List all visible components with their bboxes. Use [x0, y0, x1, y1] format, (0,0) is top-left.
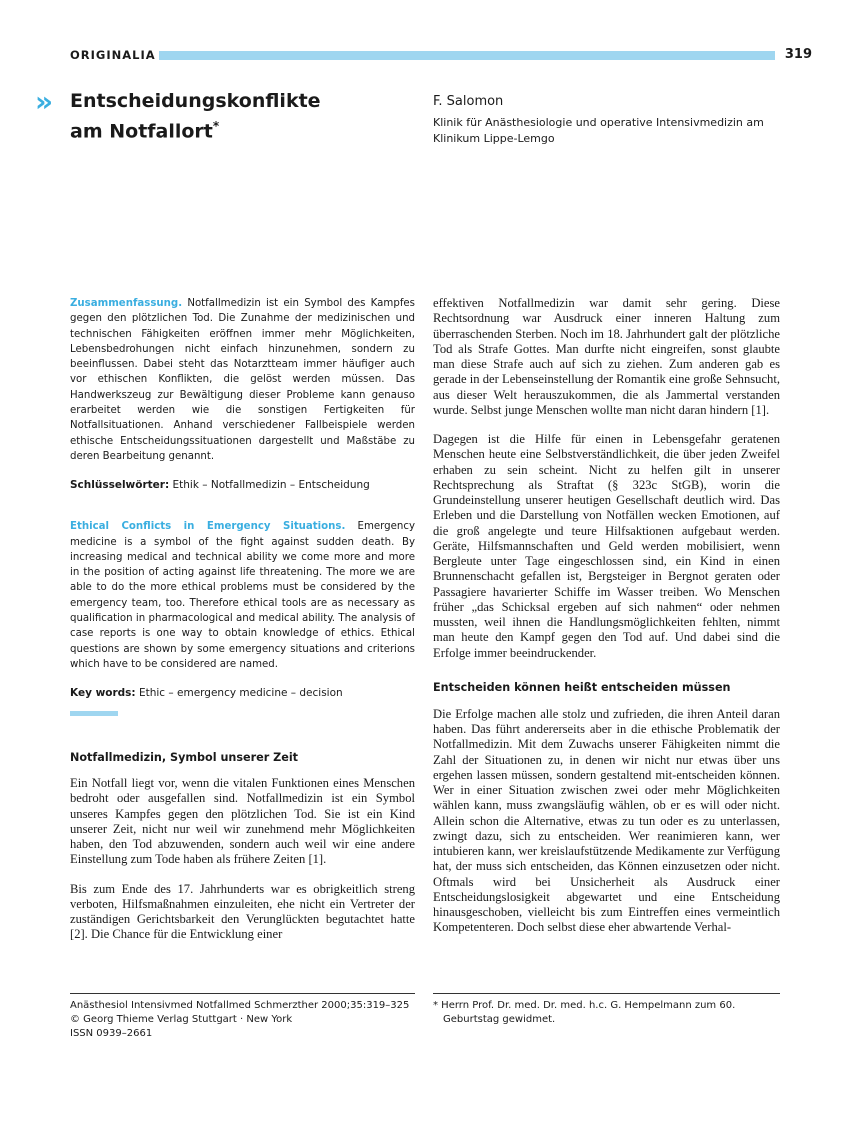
author-affiliation: Klinik für Anästhesiologie und operative Intensivmedizin am Klinikum Lippe-Lemgo: [433, 116, 764, 145]
page-number: 319: [784, 47, 812, 62]
body-paragraph-1: Ein Notfall liegt vor, wenn die vitalen Funktionen eines Menschen bedroht oder ausgefallen sind. Notfallmedizin ist ein Symbol unseres Kampfes gegen den plötzlichen Tod. Sie ist ein Kind unserer Zeit, nicht nur weil wir zunehmend mehr Möglichkeiten haben, den Tod abzuwenden, sondern auch weil wir eine andere Einstellung zum Tode haben als frühere Zeiten [1].: [70, 776, 415, 867]
body-paragraph-3: effektiven Notfallmedizin war damit sehr gering. Diese Rechtsordnung war Ausdruck einer inneren Haltung zum überraschenden Sterben. Noch im 18. Jahrhundert galt der plötzliche Tod als Strafe Gottes. Man durfte nicht eingreifen, sonst glaubte man diese Strafe auch auf sich zu ziehen. Zum anderen gab es gerade in der Lebenseinstellung der Romantik eine große Sehnsucht, aus dieser Welt herauszukommen, die als Jammertal verstanden wurde. Selbst junge Menschen wollte man nicht daran hindern [1].: [433, 296, 780, 417]
keywords-german: [70, 479, 415, 491]
article-title: [70, 89, 410, 144]
left-column: [70, 296, 415, 943]
body-paragraph-4: Dagegen ist die Hilfe für einen in Lebensgefahr geratenen Menschen heute eine Selbstverständlichkeit, die über jeden Zweifel erhaben zu sein scheint. Nicht zu helfen gilt in unserer Rechtsprechung als Straftat (§ 323c StGB), worin die Grundeinstellung unserer heutigen Gesellschaft deutlich wird. Das Erleben und die Darstellung von Notfällen wecken Emotionen, auf die groß angelegte und teure Hilfsaktionen aufgebaut werden. Geräte, Hilfsmannschaften und Geld werden mobilisiert, wenn Bergleute unter Tage eingeschlossen sind, ein Kind in einen Brunnenschacht gefallen ist, Bergsteiger in Bergnot geraten oder Passagiere havarierter Schiffe im Wasser treiben. Wo Menschen früher „das Schicksal ergeben auf sich nahmen“ oder nehmen mussten, weil ihnen die Handlungsmöglichkeiten fehlten, nimmt man heute den Kampf gegen den Tod auf. Und dabei sind die Erfolge immer beeindruckender.: [433, 432, 780, 660]
header-rule: [159, 51, 775, 60]
author-name: F. Salomon: [433, 94, 504, 109]
title-footnote-mark: *: [212, 119, 220, 133]
section-label: ORIGINALIA: [70, 48, 156, 62]
footnote-area: [433, 993, 780, 1027]
issn-line: ISSN 0939–2661: [70, 1028, 153, 1039]
publisher-line: © Georg Thieme Verlag Stuttgart · New York: [70, 1014, 293, 1025]
right-column: [433, 296, 780, 936]
abstract-german-text: Notfallmedizin ist ein Symbol des Kampfes gegen den plötzlichen Tod. Die Zunahme der medizinischen und technischen Fähigkeiten eröffnen immer mehr Möglichkeiten, Lebensbedrohungen nicht einfach hinzunehmen, sondern zu beeinflussen. Dabei steht das Notarztteam immer häufiger auch vor ethischen Konflikten, die gelöst werden müssen. Das Handwerkszeug zur Bewältigung dieser Probleme kann genauso erarbeitet werden wie die sonstigen Fertigkeiten für Notfallsituationen. Anhand verschiedener Fallbeispiele werden ethische Entscheidungssituationen dargestellt und Maßstäbe zu deren Bearbeitung genannt.: [70, 298, 415, 462]
body-paragraph-5: Die Erfolge machen alle stolz und zufrieden, die ihren Anteil daran haben. Das führt andererseits aber in die ethische Problematik der Notfallmedizin. Mit dem Zuwachs unserer Fähigkeiten nimmt die Zahl der Situationen zu, in denen wir nicht nur etwas über uns ergehen lassen müssen, sondern gestaltend mit-entscheiden können. Wer in einer Situation zwischen zwei oder mehr Möglichkeiten wählen kann, muss zwangsläufig wählen, ob er es will oder nicht. Allein schon die Alternative, etwas zu tun oder es zu unterlassen, zwingt dazu, sich zu entscheiden. Wer reanimieren kann, wer intubieren kann, wer kreislaufstützende Medikamente zur Verfügung hat, der muss sich entscheiden, das Können einzusetzen oder nicht. Oftmals wird bei Unsicherheit als Ausdruck einer Entscheidungslosigkeit abgewartet und eine Entscheidung hinausgeschoben, vielleicht bis zum Eintreffen eines vermeintlich Kompetenteren. Doch selbst diese eher abwartende Verhal-: [433, 706, 780, 935]
abstract-divider: [70, 711, 118, 716]
title-line-2: am Notfallort: [70, 120, 213, 143]
keywords-english-text: Ethic – emergency medicine – decision: [138, 687, 343, 700]
section-heading-1: Notfallmedizin, Symbol unserer Zeit: [70, 751, 299, 765]
body-paragraph-2: Bis zum Ende des 17. Jahrhunderts war es obrigkeitlich streng verboten, Hilfsmaßnahmen einzuleiten, ehe nicht ein Vertreter der zuständigen Gerichtsbarkeit den Verunglückten begutachtet hatte [2]. Die Chance für die Entwicklung einer: [70, 881, 415, 942]
abstract-english-text: Emergency medicine is a symbol of the fight against sudden death. By increasing medical and technical ability we come more and more in the position of acting against life threatening. The more we are able to do the more ethical problems must be considered by the emergency team, too. Therefore ethical tools are as necessary as qualification in pharmacological and medical ability. The analysis of case reports is one way to obtain knowledge of ethics. Ethical questions are shown by some emergency situations and criterions which have to be considered are named.: [70, 521, 415, 670]
section-heading-2: Entscheiden können heißt entscheiden müssen: [433, 680, 731, 694]
abstract-german: [70, 296, 415, 464]
keywords-german-text: Ethik – Notfallmedizin – Entscheidung: [172, 479, 370, 492]
keywords-english-label: Key words:: [70, 687, 136, 700]
keywords-german-label: Schlüsselwörter:: [70, 479, 170, 492]
citation-footer: [70, 993, 415, 1041]
keywords-english: [70, 687, 415, 699]
title-marker-icon: »: [35, 85, 48, 118]
abstract-english: [70, 519, 415, 672]
title-line-1: Entscheidungskonflikte: [70, 90, 321, 112]
dedication-footnote: * Herrn Prof. Dr. med. Dr. med. h.c. G. Hempelmann zum 60. Geburtstag gewidmet.: [433, 1000, 736, 1025]
running-header: [70, 46, 812, 66]
journal-citation: Anästhesiol Intensivmed Notfallmed Schmerzther 2000;35:319–325: [70, 1000, 410, 1011]
abstract-english-heading: Ethical Conflicts in Emergency Situations.: [70, 521, 346, 533]
abstract-german-heading: Zusammenfassung.: [70, 298, 183, 309]
